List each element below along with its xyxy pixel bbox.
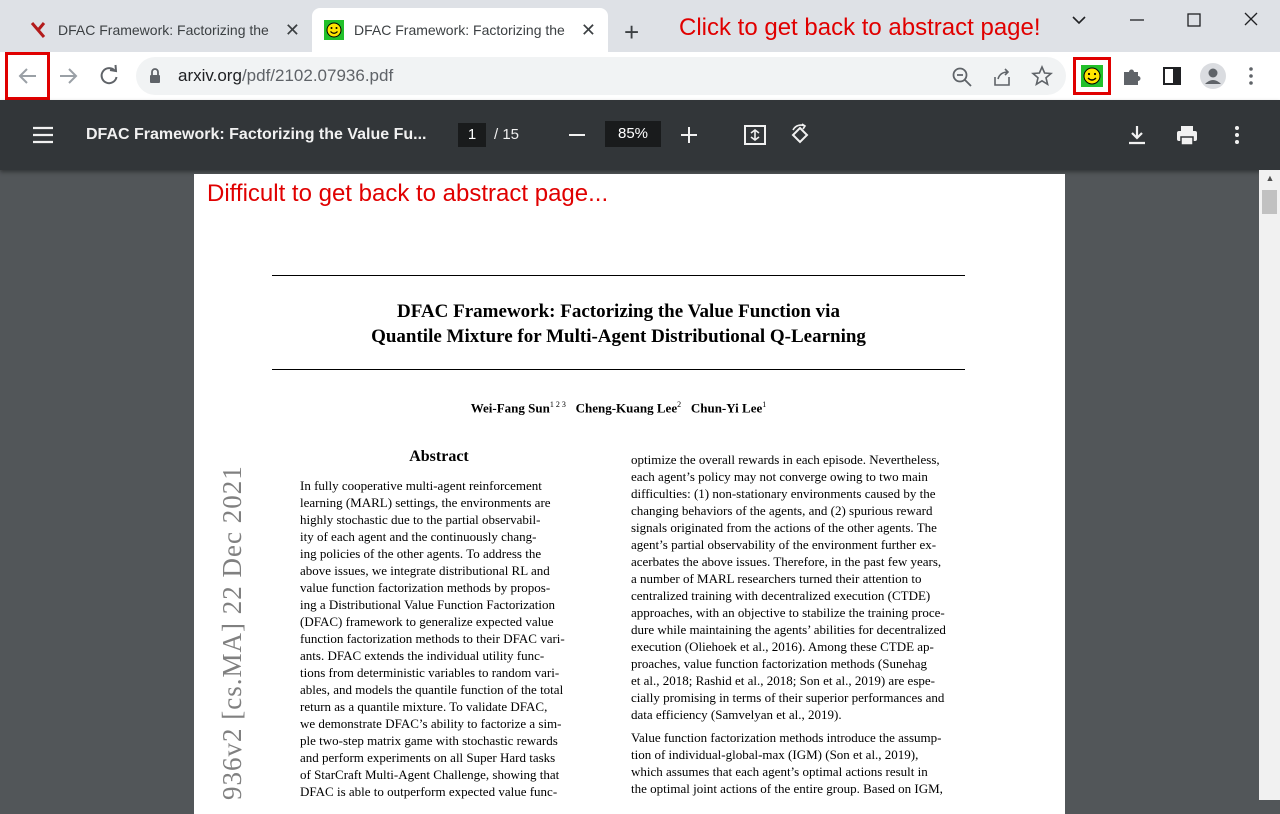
reload-icon xyxy=(96,62,122,90)
paper-title-line2: Quantile Mixture for Multi-Agent Distributional Q-Learning xyxy=(371,326,866,347)
extensions-puzzle-icon[interactable] xyxy=(1121,65,1143,92)
abstract-line: above issues, we integrate distributional RL and xyxy=(300,563,550,578)
pdf-sidebar-menu-icon[interactable] xyxy=(32,124,54,151)
zoom-icon[interactable] xyxy=(951,66,973,93)
minimize-icon[interactable] xyxy=(1128,6,1146,39)
author-name: Wei-Fang Sun xyxy=(470,400,550,416)
abstract-line: ing policies of the other agents. To address the xyxy=(300,546,542,561)
page-number-input[interactable]: 1 xyxy=(458,123,486,147)
arxiv-favicon-icon xyxy=(28,20,48,40)
title-rule-top xyxy=(272,275,965,276)
abstract-line: highly stochastic due to the partial observabil- xyxy=(300,512,541,527)
abstract-line: DFAC is able to outperform expected value func- xyxy=(300,784,558,799)
body-line: each agent’s policy may not converge owing to two main xyxy=(631,469,928,484)
paper-title-line1: DFAC Framework: Factorizing the Value Function via xyxy=(397,301,840,322)
abstract-line: ing a Distributional Value Function Factorization xyxy=(300,597,556,612)
tab-title: DFAC Framework: Factorizing the xyxy=(58,22,269,38)
abstract-line: function factorization methods to their DFAC vari- xyxy=(300,631,565,646)
close-window-icon[interactable] xyxy=(1242,6,1260,39)
body-line: dure while maintaining the agents’ abilities for decentralized xyxy=(631,622,946,637)
abstract-left-column xyxy=(300,477,578,800)
tab-close-button[interactable]: ✕ xyxy=(580,19,596,40)
author-affiliation: 1 2 3 xyxy=(549,400,566,409)
scrollbar-thumb[interactable] xyxy=(1262,190,1277,214)
forward-arrow-icon xyxy=(56,62,82,90)
zoom-out-icon[interactable] xyxy=(567,125,587,150)
body-line: which assumes that each agent’s optimal actions result in xyxy=(631,764,928,779)
smiley-extension-icon xyxy=(1076,60,1108,92)
url-host: arxiv.org xyxy=(178,66,242,85)
tab-active[interactable] xyxy=(312,8,608,52)
abstract-line: ity of each agent and the continuously chang- xyxy=(300,529,537,544)
body-line: data efficiency (Samvelyan et al., 2019). xyxy=(631,707,842,722)
back-button[interactable] xyxy=(5,52,50,100)
pdf-scrollbar[interactable] xyxy=(1259,170,1280,800)
side-panel-icon[interactable] xyxy=(1161,65,1183,92)
author-affiliation: 1 xyxy=(762,400,767,409)
rotate-icon[interactable] xyxy=(787,122,813,153)
zoom-in-icon[interactable] xyxy=(679,125,699,150)
abstract-line: and perform experiments on all Super Hard tasks xyxy=(300,750,556,765)
body-line: approaches, with an objective to stabilize the training proce- xyxy=(631,605,945,620)
forward-button[interactable] xyxy=(56,62,82,95)
author-name: Cheng-Kuang Lee xyxy=(575,400,678,416)
body-line: a number of MARL researchers turned their attention to xyxy=(631,571,922,586)
body-line: acerbates the above issues. Therefore, in the past few years, xyxy=(631,554,942,569)
abstract-line: learning (MARL) settings, the environments are xyxy=(300,495,551,510)
annotation-page: Difficult to get back to abstract page... xyxy=(207,180,609,207)
page-total: / 15 xyxy=(494,126,520,143)
tab-close-button[interactable]: ✕ xyxy=(284,19,300,40)
annotation-top: Click to get back to abstract page! xyxy=(679,14,1041,41)
share-icon[interactable] xyxy=(991,66,1013,93)
paper-title xyxy=(272,299,965,349)
title-rule-bottom xyxy=(272,369,965,370)
scroll-up-arrow-icon[interactable]: ▲ xyxy=(1265,173,1275,183)
author-affiliation: 2 xyxy=(677,400,682,409)
url-text[interactable] xyxy=(178,66,393,86)
body-line: proaches, value function factorization methods (Sunehag xyxy=(631,656,928,671)
fit-to-page-icon[interactable] xyxy=(742,122,768,153)
pdf-title: DFAC Framework: Factorizing the Value Fu... xyxy=(86,126,427,143)
abstract-line: ables, and models the quantile function of the total xyxy=(300,682,564,697)
author-name: Chun-Yi Lee xyxy=(690,400,763,416)
reload-button[interactable] xyxy=(96,62,122,95)
new-tab-button[interactable]: + xyxy=(624,17,640,47)
body-line: difficulties: (1) non-stationary environments caused by the xyxy=(631,486,936,501)
lock-icon[interactable] xyxy=(148,67,162,90)
body-line: execution (Oliehoek et al., 2016). Among these CTDE ap- xyxy=(631,639,934,654)
maximize-icon[interactable] xyxy=(1185,6,1203,39)
body-line: agent’s partial observability of the environment further ex- xyxy=(631,537,937,552)
abstract-line: return as a quantile mixture. To validate DFAC, xyxy=(300,699,548,714)
tab-title: DFAC Framework: Factorizing the xyxy=(354,22,565,38)
abstract-line: of StarCraft Multi-Agent Challenge, showing that xyxy=(300,767,560,782)
body-line: optimize the overall rewards in each episode. Nevertheless, xyxy=(631,452,940,467)
profile-avatar-icon[interactable] xyxy=(1199,62,1227,95)
arxiv-stamp: 936v2 [cs.MA] 22 Dec 2021 xyxy=(217,465,247,800)
download-icon[interactable] xyxy=(1126,124,1148,151)
intro-right-column xyxy=(631,451,966,797)
browser-menu-icon[interactable] xyxy=(1244,65,1258,92)
zoom-level-input[interactable]: 85% xyxy=(605,121,661,147)
abstract-line: ple two-step matrix game with stochastic rewards xyxy=(300,733,558,748)
tab-inactive[interactable] xyxy=(16,8,312,52)
pdf-more-options-icon[interactable] xyxy=(1230,124,1244,151)
abstract-line: tions from deterministic variables to random vari- xyxy=(300,665,560,680)
abstract-line: we demonstrate DFAC’s ability to factorize a sim- xyxy=(300,716,562,731)
smiley-favicon-icon xyxy=(324,20,344,40)
body-line: Value function factorization methods introduce the assump- xyxy=(631,730,942,745)
back-arrow-icon xyxy=(8,55,48,97)
abstract-line: value function factorization methods by propos- xyxy=(300,580,551,595)
body-line: changing behaviors of the agents, and (2) spurious reward xyxy=(631,503,933,518)
body-line: et al., 2018; Rashid et al., 2018; Son et al., 2019) are espe- xyxy=(631,673,935,688)
abstract-line: In fully cooperative multi-agent reinforcement xyxy=(300,478,542,493)
bookmark-star-icon[interactable] xyxy=(1031,65,1053,92)
author-list xyxy=(272,400,965,416)
abstract-line: ants. DFAC extends the individual utility func- xyxy=(300,648,545,663)
print-icon[interactable] xyxy=(1175,124,1199,151)
body-line: centralized training with decentralized execution (CTDE) xyxy=(631,588,931,603)
body-line: tion of individual-global-max (IGM) (Son et al., 2019), xyxy=(631,747,919,762)
abstract-line: (DFAC) framework to generalize expected value xyxy=(300,614,554,629)
abstract-heading: Abstract xyxy=(409,448,469,465)
body-line: signals originated from the actions of the other agents. The xyxy=(631,520,937,535)
body-line: the optimal joint actions of the entire group. Based on IGM, xyxy=(631,781,943,796)
body-line: cially promising in terms of their superior performances and xyxy=(631,690,945,705)
tab-search-chevron-icon[interactable] xyxy=(1070,6,1088,39)
extension-button[interactable] xyxy=(1073,57,1111,95)
url-path: /pdf/2102.07936.pdf xyxy=(241,66,394,85)
